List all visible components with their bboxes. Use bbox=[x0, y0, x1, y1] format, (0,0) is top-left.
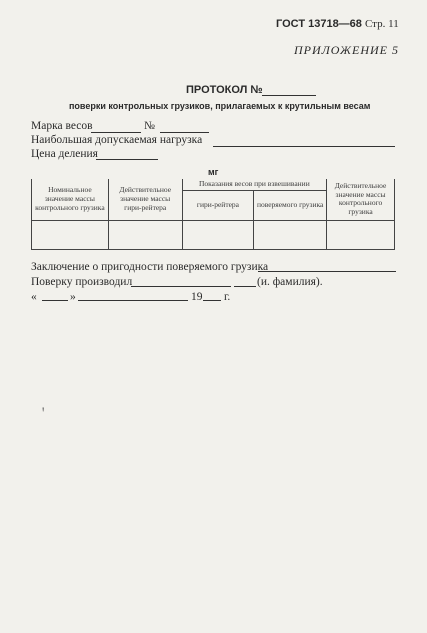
page-number: Стр. 11 bbox=[364, 18, 399, 30]
date-day-line bbox=[42, 300, 68, 301]
division-label: Цена деления bbox=[31, 148, 98, 160]
conclusion-line bbox=[258, 271, 396, 272]
max-load-line bbox=[213, 146, 395, 147]
table-cell bbox=[182, 220, 254, 249]
name-hint: (и. фамилия). bbox=[257, 276, 323, 288]
date-close-quote: » bbox=[70, 291, 76, 303]
date-open-quote: « bbox=[31, 291, 37, 303]
verifier-signature-line bbox=[131, 286, 231, 287]
col-nominal-header: Номинальное значение массы контрольного грузика bbox=[32, 179, 109, 220]
division-line bbox=[96, 159, 158, 160]
scale-number-label: № bbox=[144, 120, 155, 132]
protocol-title: ПРОТОКОЛ № bbox=[186, 84, 263, 96]
conclusion-label: Заключение о пригодности поверяемого грузика bbox=[31, 261, 269, 273]
appendix-label: ПРИЛОЖЕНИЕ 5 bbox=[294, 43, 399, 57]
date-year-line bbox=[203, 300, 221, 301]
scale-number-line bbox=[160, 132, 209, 133]
protocol-subtitle: поверки контрольных грузиков, прилагаемых к крутильным весам bbox=[69, 101, 371, 111]
date-year-prefix: 19 bbox=[191, 291, 203, 303]
table-cell bbox=[32, 220, 109, 249]
document-header bbox=[276, 18, 399, 30]
scale-brand-line bbox=[91, 132, 141, 133]
protocol-number-line bbox=[262, 95, 316, 96]
date-year-suffix: г. bbox=[224, 291, 231, 303]
unit-label: мг bbox=[208, 167, 219, 177]
verification-table bbox=[31, 179, 395, 250]
col-rider-header: гири-рейтера bbox=[182, 190, 254, 220]
col-actual-mass-header: Действительное значение массы контрольного грузика bbox=[327, 179, 395, 220]
col-checked-header: поверяемого грузика bbox=[254, 190, 327, 220]
table-row bbox=[32, 220, 395, 249]
date-month-line bbox=[78, 300, 188, 301]
table-cell bbox=[327, 220, 395, 249]
gost-number: ГОСТ 13718—68 bbox=[276, 18, 362, 30]
verifier-label: Поверку производил bbox=[31, 276, 133, 288]
table-cell bbox=[254, 220, 327, 249]
table-cell bbox=[108, 220, 182, 249]
col-actual-rider-header: Действительное значение массы гири-рейтера bbox=[108, 179, 182, 220]
scan-mark: ꞌ bbox=[42, 404, 45, 419]
col-readings-header: Показания весов при взвешивании bbox=[182, 179, 326, 190]
verifier-name-line bbox=[234, 286, 256, 287]
scale-brand-label: Марка весов bbox=[31, 120, 93, 132]
max-load-label: Наибольшая допускаемая нагрузка bbox=[31, 134, 203, 146]
